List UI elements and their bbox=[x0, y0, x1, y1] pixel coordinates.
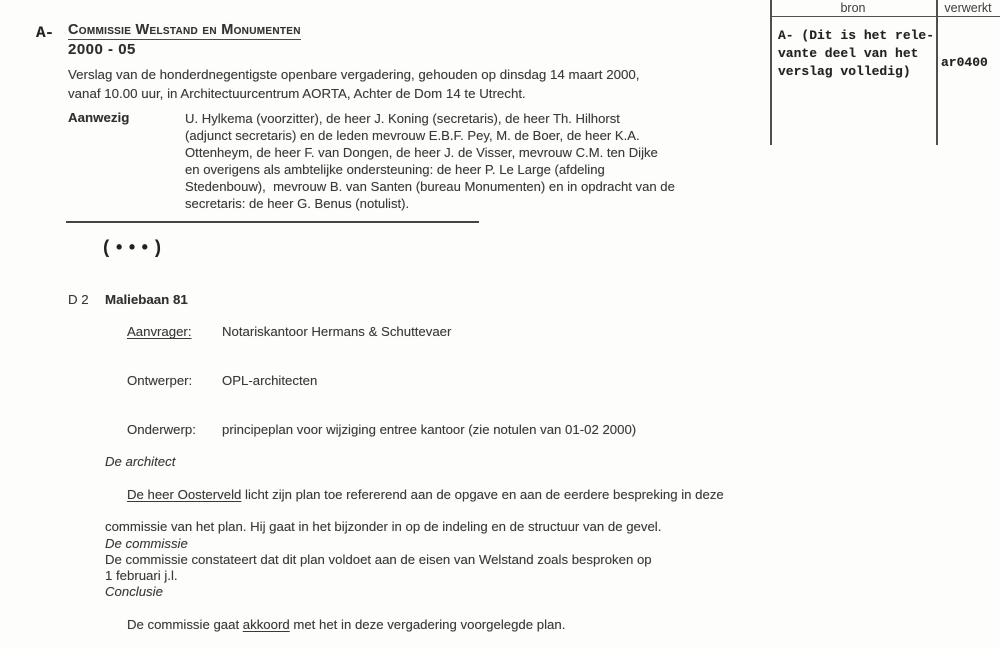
stamp-table-left-border bbox=[770, 0, 772, 145]
architect-statement-line1 bbox=[105, 471, 724, 520]
omission-mark: (•••) bbox=[101, 239, 166, 259]
field-row-ontwerper bbox=[105, 357, 724, 406]
document-header bbox=[68, 21, 301, 58]
field-row-aanvrager bbox=[105, 308, 724, 357]
section-divider bbox=[66, 221, 479, 223]
field-row-onderwerp bbox=[105, 406, 724, 455]
architect-heading: De architect bbox=[105, 454, 176, 470]
stamp-source-note: A- (Dit is het rele- vante deel van het verslag volledig) bbox=[778, 28, 935, 79]
document-title: Commissie Welstand en Monumenten bbox=[68, 22, 301, 38]
architect-name: De heer Oosterveld bbox=[126, 486, 242, 502]
commission-heading: De commissie bbox=[105, 535, 188, 551]
field-key-aanvrager: Aanvrager: bbox=[126, 324, 192, 340]
architect-statement-line2: commissie van het plan. Hij gaat in het bijzonder in op de indeling en de structuur van de gevel. bbox=[105, 519, 662, 535]
margin-annotation: A- bbox=[36, 24, 54, 42]
stamp-column-header-verwerkt: verwerkt bbox=[944, 1, 992, 15]
agenda-item-code: D 2 bbox=[68, 292, 89, 307]
conclusion-prefix: De commissie gaat bbox=[126, 616, 243, 632]
commission-statement: De commissie constateert dat dit plan voldoet aan de eisen van Welstand zoals besproken op 1 februari j.l. bbox=[105, 551, 652, 583]
stamp-table-column-divider bbox=[936, 0, 938, 145]
conclusion-heading: Conclusie bbox=[105, 584, 163, 600]
agenda-item-body bbox=[105, 308, 724, 649]
meeting-description: Verslag van de honderdnegentigste openbare vergadering, gehouden op dinsdag 14 maart 2000, vanaf 10.00 uur, in Architectuurcentrum AORTA, Achter de Dom 14 te Utrecht. bbox=[68, 67, 640, 101]
stamp-table-header-rule bbox=[770, 16, 1000, 18]
document-number: 2000 - 05 bbox=[68, 41, 136, 58]
field-value-aanvrager: Notariskantoor Hermans & Schuttevaer bbox=[221, 324, 452, 340]
conclusion-suffix: met het in deze vergadering voorgelegde plan. bbox=[289, 616, 566, 632]
conclusion-emphasis: akkoord bbox=[242, 616, 290, 632]
attendance-label: Aanwezig bbox=[68, 110, 130, 125]
field-key-onderwerp: Onderwerp: bbox=[126, 421, 196, 437]
stamp-processed-code: ar0400 bbox=[941, 55, 988, 70]
conclusion-statement bbox=[105, 601, 724, 649]
architect-statement-rest: licht zijn plan toe refererend aan de opgave en aan de eerdere bespreking in deze bbox=[241, 486, 724, 502]
field-value-ontwerper: OPL-architecten bbox=[221, 373, 318, 388]
stamp-column-header-bron: bron bbox=[840, 1, 866, 15]
attendance-list: U. Hylkema (voorzitter), de heer J. Koning (secretaris), de heer Th. Hilhorst (adjunct secretaris) en de leden mevrouw E.B.F. Pey, M. de Boer, de heer K.A. Ottenheym, de heer F. van Dongen, de heer J. de Visser, mevrouw C.M. ten Dijke en overigens als ambtelijke ondersteuning: de heer P. Le Large (afdeling Stedenbouw), mevrouw B. van Santen (bureau Monumenten) en in opdracht van de secretaris: de heer G. Benus (notulist). bbox=[185, 111, 675, 212]
field-value-onderwerp: principeplan voor wijziging entree kantoor (zie notulen van 01-02 2000) bbox=[221, 421, 637, 437]
field-key-ontwerper: Ontwerper: bbox=[126, 373, 193, 388]
agenda-item-title: Maliebaan 81 bbox=[105, 292, 188, 307]
